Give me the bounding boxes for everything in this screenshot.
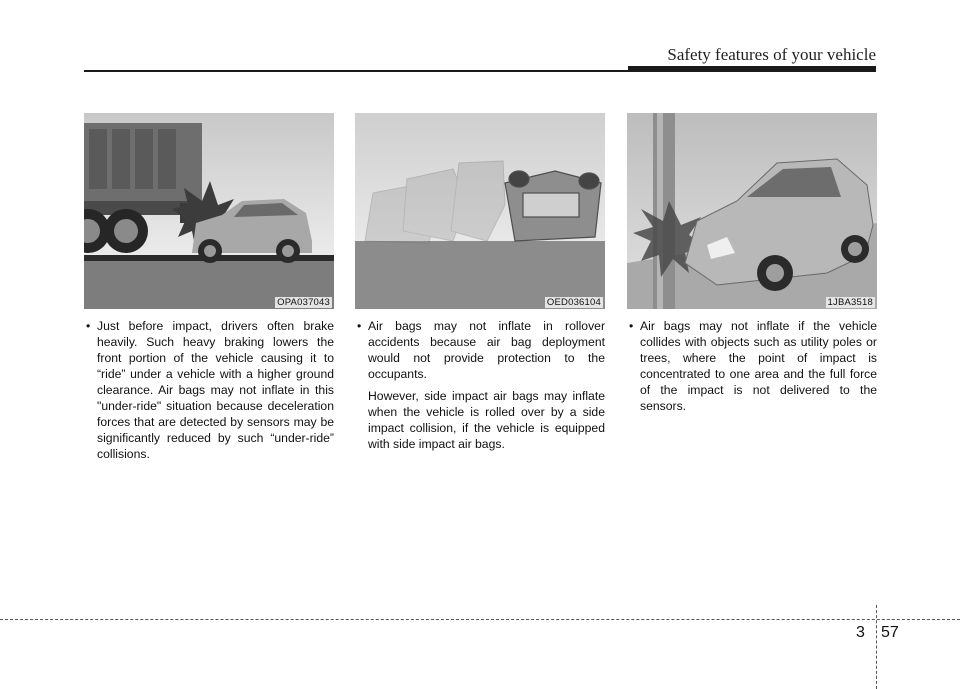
figure-rollover <box>355 113 605 309</box>
footer-rule <box>0 619 960 620</box>
column-pole-collision <box>627 318 877 414</box>
bullet-rollover: • Air bags may not inflate in rollover accidents because air bag deployment would not provide protection to the occupants. <box>355 318 605 382</box>
column-under-ride <box>84 318 334 462</box>
figure-code: OPA037043 <box>277 297 330 308</box>
header-rule-accent <box>628 66 876 72</box>
figure-under-ride <box>84 113 334 309</box>
footer-divider <box>876 605 877 689</box>
under-ride-illustration <box>84 113 334 309</box>
figure-pole-collision <box>627 113 877 309</box>
figure-code: OED036104 <box>546 297 601 308</box>
pole-collision-illustration <box>627 113 877 309</box>
figure-code: 1JBA3518 <box>827 297 873 308</box>
paragraph-side-impact: However, side impact air bags may inflate when the vehicle is rolled over by a side impact collision, if the vehicle is equipped with side impact air bags. <box>368 389 605 451</box>
rollover-illustration <box>355 113 605 309</box>
page-number: 57 <box>881 624 899 641</box>
header-title: Safety features of your vehicle <box>667 45 876 64</box>
bullet-under-ride: • Just before impact, drivers often brake heavily. Such heavy braking lowers the front portion of the vehicle causing it to “ride” under a vehicle with a higher ground clearance. Air bags may not inflate in this "under-ride" situation because deceleration forces that are detected by sensors may be significantly reduced by such “under-ride” collisions. <box>84 318 334 462</box>
column-rollover <box>355 318 605 452</box>
chapter-number: 3 <box>856 624 865 641</box>
bullet-pole-collision: • Air bags may not inflate if the vehicle collides with objects such as utility poles or trees, where the point of impact is concentrated to one area and the full force of the impact is not delivered to the sensors. <box>627 318 877 414</box>
